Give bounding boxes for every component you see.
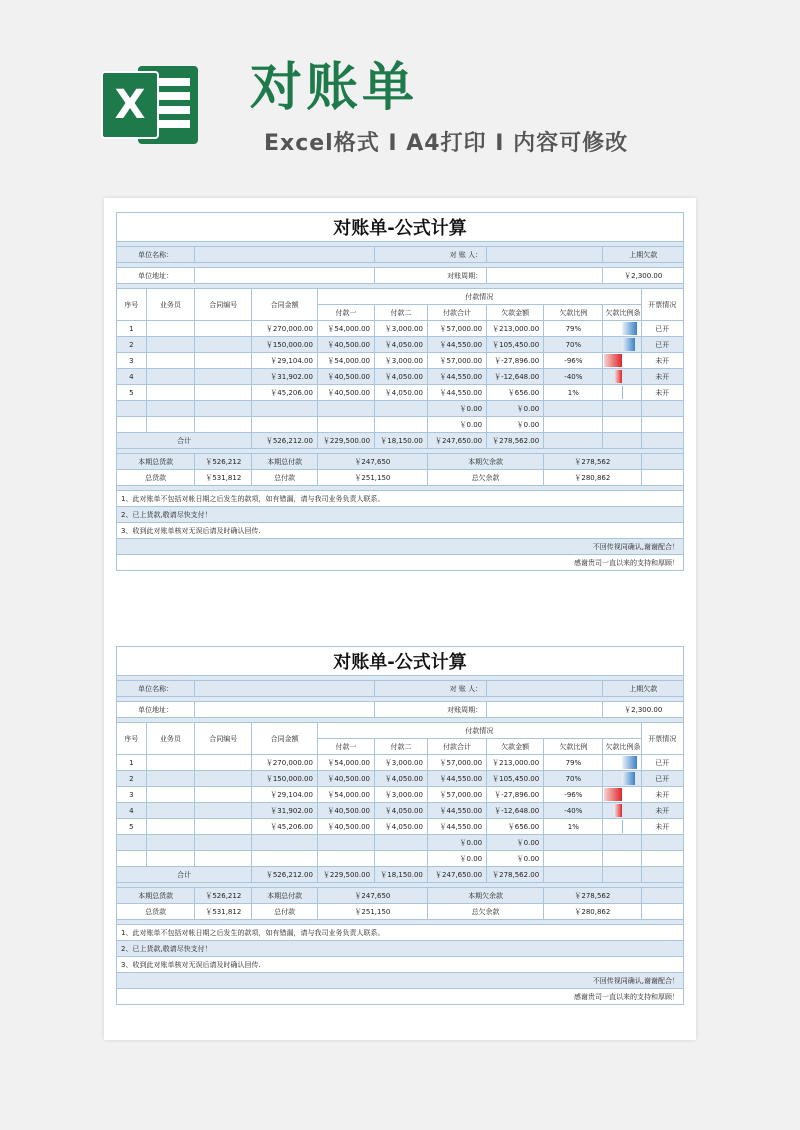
cell-owed[interactable]: ￥656.00 <box>487 819 544 835</box>
col-ratio-bar[interactable]: 欠款比例条 <box>603 305 641 321</box>
cell-pay1[interactable] <box>317 417 374 433</box>
ratio-bar-cell <box>603 803 641 819</box>
hero-subtitle: Excel格式 Ⅰ A4打印 Ⅰ 内容可修改 <box>264 131 629 156</box>
contact-label[interactable]: 对 账 人： <box>375 681 487 697</box>
[interactable] <box>641 888 683 904</box>
cell-amount[interactable] <box>252 851 318 867</box>
cell-sales[interactable] <box>146 803 195 819</box>
sheet-title: 对账单-公式计算 <box>117 647 684 676</box>
cell-invoice[interactable]: 已开 <box>641 321 683 337</box>
total-paid-value[interactable]: ￥251,150 <box>317 904 427 920</box>
col-owed-ratio[interactable]: 欠款比例 <box>544 305 603 321</box>
col-sales[interactable]: 业务员 <box>146 723 195 755</box>
note-line: 2、已上货款,敬请尽快支付！ <box>117 941 684 957</box>
cell-pay2[interactable]: ￥4,050.00 <box>375 771 428 787</box>
sum-row <box>117 433 684 449</box>
total-owed-label[interactable]: 总欠余款 <box>427 470 543 486</box>
table-row <box>117 417 684 433</box>
cell-total[interactable]: ￥44,550.00 <box>427 385 486 401</box>
table-row <box>117 755 684 771</box>
table-row <box>117 803 684 819</box>
cell-total[interactable]: ￥44,550.00 <box>427 369 486 385</box>
sum-amount[interactable]: ￥526,212.00 <box>252 433 318 449</box>
col-contract-no[interactable]: 合同编号 <box>195 723 252 755</box>
cell-pay2[interactable]: ￥4,050.00 <box>375 369 428 385</box>
cell-amount[interactable]: ￥31,902.00 <box>252 369 318 385</box>
cell-contract-no[interactable] <box>195 835 252 851</box>
cell-contract-no[interactable] <box>195 771 252 787</box>
cell-contract-no[interactable] <box>195 417 252 433</box>
unit-address-label[interactable]: 单位地址： <box>117 268 195 284</box>
cell-total[interactable]: ￥0.00 <box>427 417 486 433</box>
ratio-bar-cell <box>603 787 641 803</box>
cell-bar[interactable] <box>603 401 641 417</box>
period-paid-label[interactable]: 本期总付款 <box>252 888 318 904</box>
sum-pay2[interactable]: ￥18,150.00 <box>375 433 428 449</box>
table-row <box>117 787 684 803</box>
cell-owed[interactable]: ￥213,000.00 <box>487 755 544 771</box>
total-paid-label[interactable]: 总付款 <box>252 904 318 920</box>
ratio-bar-cell <box>603 369 641 385</box>
ratio-bar <box>615 370 622 383</box>
col-pay2[interactable]: 付款二 <box>375 739 428 755</box>
col-seq[interactable]: 序号 <box>117 723 147 755</box>
cell-sales[interactable] <box>146 337 195 353</box>
col-owed[interactable]: 欠款金额 <box>487 739 544 755</box>
cell-pay1[interactable] <box>317 835 374 851</box>
prev-balance-value[interactable]: ￥2,300.00 <box>603 268 684 284</box>
period-label[interactable]: 对账周期： <box>375 268 487 284</box>
table-row <box>117 771 684 787</box>
cell-pay1[interactable] <box>317 851 374 867</box>
cell-seq[interactable]: 1 <box>117 321 147 337</box>
cell-contract-no[interactable] <box>195 321 252 337</box>
cell-seq[interactable]: 5 <box>117 385 147 401</box>
period-label[interactable]: 对账周期： <box>375 702 487 718</box>
cell-pay2[interactable]: ￥4,050.00 <box>375 819 428 835</box>
[interactable] <box>603 867 641 883</box>
cell-owed[interactable]: ￥-27,896.00 <box>487 353 544 369</box>
cell-seq[interactable]: 3 <box>117 353 147 369</box>
cell-invoice[interactable]: 未开 <box>641 353 683 369</box>
cell-sales[interactable] <box>146 417 195 433</box>
cell-owed[interactable]: ￥0.00 <box>487 417 544 433</box>
[interactable] <box>544 867 603 883</box>
contact-label[interactable]: 对 账 人： <box>375 247 487 263</box>
statement-sheet-1 <box>116 212 684 571</box>
cell-contract-no[interactable] <box>195 353 252 369</box>
cell-contract-no[interactable] <box>195 385 252 401</box>
cell-pay1[interactable]: ￥54,000.00 <box>317 755 374 771</box>
cell-invoice[interactable] <box>641 835 683 851</box>
cell-pay2[interactable]: ￥4,050.00 <box>375 385 428 401</box>
ratio-bar-cell <box>603 755 641 771</box>
cell-amount[interactable]: ￥29,104.00 <box>252 787 318 803</box>
total-goods-value[interactable]: ￥531,812 <box>195 904 252 920</box>
cell-invoice[interactable]: 已开 <box>641 771 683 787</box>
cell-seq[interactable]: 4 <box>117 369 147 385</box>
hero-title: 对账单 <box>250 58 419 118</box>
cell-amount[interactable]: ￥150,000.00 <box>252 771 318 787</box>
cell-pay1[interactable]: ￥40,500.00 <box>317 337 374 353</box>
col-pay-total[interactable]: 付款合计 <box>427 739 486 755</box>
cell-contract-no[interactable] <box>195 787 252 803</box>
[interactable] <box>641 433 683 449</box>
prev-balance-label[interactable]: 上期欠款 <box>603 247 684 263</box>
statement-sheet-2 <box>116 646 684 1005</box>
cell-contract-no[interactable] <box>195 401 252 417</box>
note-line: 1、此对账单不包括对帐日期之后发生的款项，如有错漏，请与我司业务负责人联系。 <box>117 491 684 507</box>
cell-total[interactable]: ￥44,550.00 <box>427 771 486 787</box>
col-invoice[interactable]: 开票情况 <box>641 723 683 755</box>
ratio-bar-cell <box>603 321 641 337</box>
cell-total[interactable]: ￥57,000.00 <box>427 787 486 803</box>
unit-name-label[interactable]: 单位名称： <box>117 681 195 697</box>
cell-sales[interactable] <box>146 835 195 851</box>
cell-bar[interactable] <box>603 851 641 867</box>
[interactable] <box>641 867 683 883</box>
cell-ratio[interactable]: -96% <box>544 353 603 369</box>
cell-ratio[interactable] <box>544 851 603 867</box>
cell-bar[interactable] <box>603 835 641 851</box>
cell-total[interactable]: ￥44,550.00 <box>427 819 486 835</box>
period-owed-value[interactable]: ￥278,562 <box>544 888 641 904</box>
cell-contract-no[interactable] <box>195 755 252 771</box>
cell-pay1[interactable]: ￥54,000.00 <box>317 321 374 337</box>
period-goods-label[interactable]: 本期总货款 <box>117 888 195 904</box>
ratio-bar <box>615 804 622 817</box>
cell-total[interactable]: ￥44,550.00 <box>427 337 486 353</box>
table-row <box>117 321 684 337</box>
[interactable] <box>641 454 683 470</box>
col-contract-amount[interactable]: 合同金额 <box>252 723 318 755</box>
[interactable] <box>544 433 603 449</box>
unit-name-label[interactable]: 单位名称： <box>117 247 195 263</box>
col-invoice[interactable]: 开票情况 <box>641 289 683 321</box>
sum-total[interactable]: ￥247,650.00 <box>427 433 486 449</box>
cell-owed[interactable]: ￥105,450.00 <box>487 337 544 353</box>
ratio-bar <box>622 756 637 769</box>
total-goods-label[interactable]: 总货款 <box>117 904 195 920</box>
table-row <box>117 851 684 867</box>
cell-amount[interactable]: ￥29,104.00 <box>252 353 318 369</box>
cell-total[interactable]: ￥0.00 <box>427 401 486 417</box>
ratio-bar <box>604 354 622 367</box>
[interactable] <box>641 904 683 920</box>
cell-sales[interactable] <box>146 353 195 369</box>
cell-seq[interactable] <box>117 835 147 851</box>
cell-amount[interactable] <box>252 835 318 851</box>
cell-owed[interactable]: ￥-12,648.00 <box>487 369 544 385</box>
cell-seq[interactable]: 5 <box>117 819 147 835</box>
cell-pay2[interactable]: ￥4,050.00 <box>375 803 428 819</box>
closing-line-2: 感谢贵司一直以来的支持和厚顾！ <box>117 989 684 1005</box>
cell-contract-no[interactable] <box>195 803 252 819</box>
ratio-bar-cell <box>603 385 641 401</box>
cell-ratio[interactable]: 70% <box>544 337 603 353</box>
cell-invoice[interactable]: 未开 <box>641 819 683 835</box>
cell-ratio[interactable]: 1% <box>544 819 603 835</box>
cell-ratio[interactable]: 79% <box>544 755 603 771</box>
cell-total[interactable]: ￥0.00 <box>427 835 486 851</box>
cell-pay1[interactable] <box>317 401 374 417</box>
ratio-bar <box>604 788 622 801</box>
table-row <box>117 401 684 417</box>
cell-owed[interactable]: ￥213,000.00 <box>487 321 544 337</box>
table-row <box>117 353 684 369</box>
cell-sales[interactable] <box>146 385 195 401</box>
cell-invoice[interactable] <box>641 851 683 867</box>
unit-name-value[interactable] <box>195 681 375 697</box>
cell-seq[interactable]: 2 <box>117 771 147 787</box>
ratio-bar <box>622 772 635 785</box>
cell-sales[interactable] <box>146 771 195 787</box>
cell-amount[interactable] <box>252 401 318 417</box>
cell-contract-no[interactable] <box>195 819 252 835</box>
sum-pay1[interactable]: ￥229,500.00 <box>317 433 374 449</box>
closing-line-1: 不回传视同确认,谢谢配合！ <box>117 973 684 989</box>
cell-pay2[interactable] <box>375 851 428 867</box>
cell-sales[interactable] <box>146 401 195 417</box>
cell-ratio[interactable]: 1% <box>544 385 603 401</box>
sum-amount[interactable]: ￥526,212.00 <box>252 867 318 883</box>
cell-ratio[interactable]: -96% <box>544 787 603 803</box>
sum-label[interactable]: 合计 <box>117 433 252 449</box>
cell-owed[interactable]: ￥-12,648.00 <box>487 803 544 819</box>
table-row <box>117 819 684 835</box>
note-line: 3、收到此对账单核对无误后请及时确认回传. <box>117 957 684 973</box>
contact-value[interactable] <box>487 247 603 263</box>
col-owed[interactable]: 欠款金额 <box>487 305 544 321</box>
cell-pay2[interactable]: ￥3,000.00 <box>375 353 428 369</box>
note-line: 2、已上货款,敬请尽快支付！ <box>117 507 684 523</box>
total-owed-value[interactable]: ￥280,862 <box>544 904 641 920</box>
sum-owed[interactable]: ￥278,562.00 <box>487 867 544 883</box>
col-pay2[interactable]: 付款二 <box>375 305 428 321</box>
col-sales[interactable]: 业务员 <box>146 289 195 321</box>
cell-invoice[interactable]: 已开 <box>641 755 683 771</box>
table-row <box>117 369 684 385</box>
cell-owed[interactable]: ￥0.00 <box>487 851 544 867</box>
contact-value[interactable] <box>487 681 603 697</box>
period-paid-value[interactable]: ￥247,650 <box>317 888 427 904</box>
col-contract-no[interactable]: 合同编号 <box>195 289 252 321</box>
cell-amount[interactable]: ￥45,206.00 <box>252 819 318 835</box>
note-line: 1、此对账单不包括对帐日期之后发生的款项，如有错漏，请与我司业务负责人联系。 <box>117 925 684 941</box>
cell-pay2[interactable]: ￥3,000.00 <box>375 755 428 771</box>
col-payment-group[interactable]: 付款情况 <box>317 723 641 739</box>
sum-label[interactable]: 合计 <box>117 867 252 883</box>
cell-invoice[interactable]: 未开 <box>641 803 683 819</box>
cell-bar[interactable] <box>603 417 641 433</box>
period-owed-value[interactable]: ￥278,562 <box>544 454 641 470</box>
period-value[interactable] <box>487 268 603 284</box>
cell-pay1[interactable]: ￥40,500.00 <box>317 771 374 787</box>
period-paid-value[interactable]: ￥247,650 <box>317 454 427 470</box>
col-ratio-bar[interactable]: 欠款比例条 <box>603 739 641 755</box>
cell-total[interactable]: ￥44,550.00 <box>427 803 486 819</box>
ratio-bar-cell <box>603 337 641 353</box>
cell-sales[interactable] <box>146 851 195 867</box>
sheet-title: 对账单-公式计算 <box>117 213 684 242</box>
col-seq[interactable]: 序号 <box>117 289 147 321</box>
cell-pay1[interactable]: ￥40,500.00 <box>317 369 374 385</box>
sum-pay1[interactable]: ￥229,500.00 <box>317 867 374 883</box>
[interactable] <box>603 433 641 449</box>
cell-pay2[interactable] <box>375 417 428 433</box>
cell-ratio[interactable] <box>544 401 603 417</box>
table-row <box>117 385 684 401</box>
cell-pay1[interactable]: ￥40,500.00 <box>317 385 374 401</box>
total-goods-label[interactable]: 总货款 <box>117 470 195 486</box>
period-owed-label[interactable]: 本期欠余款 <box>427 454 543 470</box>
cell-contract-no[interactable] <box>195 851 252 867</box>
col-pay-total[interactable]: 付款合计 <box>427 305 486 321</box>
cell-amount[interactable]: ￥270,000.00 <box>252 755 318 771</box>
total-paid-value[interactable]: ￥251,150 <box>317 470 427 486</box>
cell-seq[interactable] <box>117 851 147 867</box>
cell-owed[interactable]: ￥656.00 <box>487 385 544 401</box>
cell-invoice[interactable] <box>641 417 683 433</box>
total-paid-label[interactable]: 总付款 <box>252 470 318 486</box>
period-goods-value[interactable]: ￥526,212 <box>195 454 252 470</box>
ratio-bar <box>622 322 637 335</box>
period-goods-label[interactable]: 本期总货款 <box>117 454 195 470</box>
[interactable] <box>641 470 683 486</box>
cell-ratio[interactable] <box>544 417 603 433</box>
cell-owed[interactable]: ￥0.00 <box>487 835 544 851</box>
period-paid-label[interactable]: 本期总付款 <box>252 454 318 470</box>
unit-name-value[interactable] <box>195 247 375 263</box>
cell-pay1[interactable]: ￥40,500.00 <box>317 819 374 835</box>
cell-amount[interactable]: ￥270,000.00 <box>252 321 318 337</box>
col-payment-group[interactable]: 付款情况 <box>317 289 641 305</box>
cell-total[interactable]: ￥57,000.00 <box>427 353 486 369</box>
unit-address-value[interactable] <box>195 702 375 718</box>
cell-owed[interactable]: ￥0.00 <box>487 401 544 417</box>
col-pay1[interactable]: 付款一 <box>317 305 374 321</box>
cell-invoice[interactable]: 未开 <box>641 385 683 401</box>
cell-pay1[interactable]: ￥54,000.00 <box>317 787 374 803</box>
cell-sales[interactable] <box>146 787 195 803</box>
unit-address-label[interactable]: 单位地址： <box>117 702 195 718</box>
cell-pay2[interactable]: ￥3,000.00 <box>375 787 428 803</box>
cell-seq[interactable]: 3 <box>117 787 147 803</box>
cell-pay1[interactable]: ￥40,500.00 <box>317 803 374 819</box>
closing-line-1: 不回传视同确认,谢谢配合！ <box>117 539 684 555</box>
cell-invoice[interactable]: 未开 <box>641 787 683 803</box>
cell-amount[interactable]: ￥150,000.00 <box>252 337 318 353</box>
unit-address-value[interactable] <box>195 268 375 284</box>
ratio-bar-cell <box>603 771 641 787</box>
prev-balance-label[interactable]: 上期欠款 <box>603 681 684 697</box>
sum-pay2[interactable]: ￥18,150.00 <box>375 867 428 883</box>
cell-invoice[interactable]: 已开 <box>641 337 683 353</box>
cell-sales[interactable] <box>146 755 195 771</box>
cell-amount[interactable]: ￥31,902.00 <box>252 803 318 819</box>
cell-pay1[interactable]: ￥54,000.00 <box>317 353 374 369</box>
ratio-bar-cell <box>603 819 641 835</box>
note-line: 3、收到此对账单核对无误后请及时确认回传. <box>117 523 684 539</box>
cell-ratio[interactable]: -40% <box>544 369 603 385</box>
ratio-bar <box>622 338 635 351</box>
cell-ratio[interactable]: 70% <box>544 771 603 787</box>
total-goods-value[interactable]: ￥531,812 <box>195 470 252 486</box>
cell-amount[interactable] <box>252 417 318 433</box>
cell-owed[interactable]: ￥-27,896.00 <box>487 787 544 803</box>
total-owed-label[interactable]: 总欠余款 <box>427 904 543 920</box>
period-owed-label[interactable]: 本期欠余款 <box>427 888 543 904</box>
cell-sales[interactable] <box>146 819 195 835</box>
cell-pay2[interactable]: ￥4,050.00 <box>375 337 428 353</box>
cell-ratio[interactable]: -40% <box>544 803 603 819</box>
period-goods-value[interactable]: ￥526,212 <box>195 888 252 904</box>
period-value[interactable] <box>487 702 603 718</box>
table-row <box>117 337 684 353</box>
closing-line-2: 感谢贵司一直以来的支持和厚顾！ <box>117 555 684 571</box>
cell-seq[interactable]: 2 <box>117 337 147 353</box>
prev-balance-value[interactable]: ￥2,300.00 <box>603 702 684 718</box>
cell-invoice[interactable] <box>641 401 683 417</box>
sum-owed[interactable]: ￥278,562.00 <box>487 433 544 449</box>
cell-owed[interactable]: ￥105,450.00 <box>487 771 544 787</box>
cell-seq[interactable] <box>117 401 147 417</box>
cell-contract-no[interactable] <box>195 337 252 353</box>
cell-seq[interactable] <box>117 417 147 433</box>
cell-seq[interactable]: 4 <box>117 803 147 819</box>
cell-pay2[interactable]: ￥3,000.00 <box>375 321 428 337</box>
col-contract-amount[interactable]: 合同金额 <box>252 289 318 321</box>
svg-text:X: X <box>114 82 146 128</box>
col-pay1[interactable]: 付款一 <box>317 739 374 755</box>
cell-total[interactable]: ￥57,000.00 <box>427 755 486 771</box>
excel-logo-icon <box>100 62 202 148</box>
cell-seq[interactable]: 1 <box>117 755 147 771</box>
col-owed-ratio[interactable]: 欠款比例 <box>544 739 603 755</box>
cell-sales[interactable] <box>146 321 195 337</box>
cell-amount[interactable]: ￥45,206.00 <box>252 385 318 401</box>
cell-invoice[interactable]: 未开 <box>641 369 683 385</box>
cell-ratio[interactable] <box>544 835 603 851</box>
cell-total[interactable]: ￥0.00 <box>427 851 486 867</box>
cell-pay2[interactable] <box>375 401 428 417</box>
cell-contract-no[interactable] <box>195 369 252 385</box>
cell-pay2[interactable] <box>375 835 428 851</box>
cell-total[interactable]: ￥57,000.00 <box>427 321 486 337</box>
sum-row <box>117 867 684 883</box>
sum-total[interactable]: ￥247,650.00 <box>427 867 486 883</box>
ratio-bar-cell <box>603 353 641 369</box>
table-row <box>117 835 684 851</box>
cell-ratio[interactable]: 79% <box>544 321 603 337</box>
total-owed-value[interactable]: ￥280,862 <box>544 470 641 486</box>
cell-sales[interactable] <box>146 369 195 385</box>
